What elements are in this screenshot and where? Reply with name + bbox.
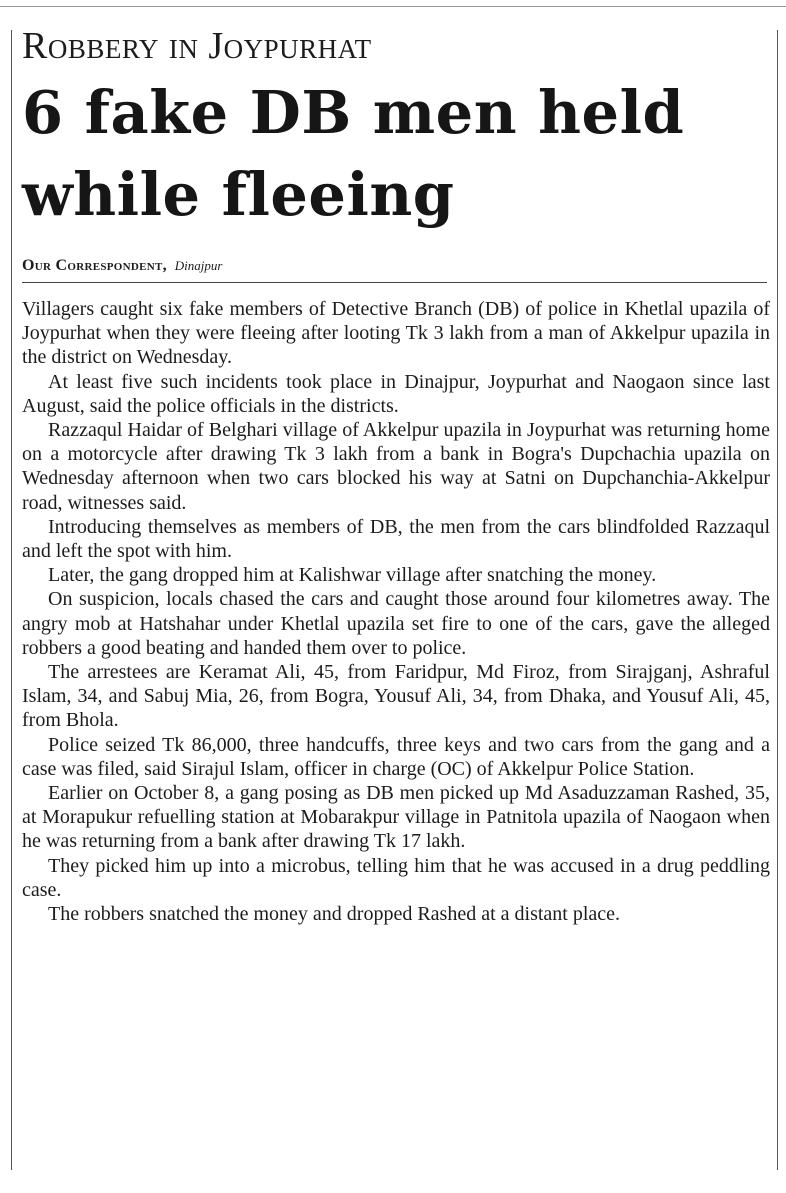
article-body [22,297,770,926]
byline-location: Dinajpur [174,258,223,273]
article-paragraph: Villagers caught six fake members of Detective Branch (DB) of police in Khetlal upazila of Joypurhat when they were fleeing after looting Tk 3 lakh from a man of Akkelpur upazila in the district on Wednesday. [22,298,770,369]
article-paragraph: Introducing themselves as members of DB, the men from the cars blindfolded Razzaqul and left the spot with him. [22,515,770,563]
column-rule-right [777,30,778,1170]
article-paragraph: The arrestees are Keramat Ali, 45, from Faridpur, Md Firoz, from Sirajganj, Ashraful Islam, 34, and Sabuj Mia, 26, from Bogra, Yousuf Ali, 34, from Dhaka, and Yousuf Ali, 45, from Bhola. [22,661,770,732]
page-top-border [0,6,786,7]
article-paragraph: On suspicion, locals chased the cars and caught those around four kilometres away. The angry mob at Hatshahar under Khetlal upazila set fire to one of the cars, gave the alleged robbers a good beating and handed them over to police. [22,588,770,659]
article-kicker: Robbery in Joypurhat [22,25,372,67]
article-byline [22,256,770,276]
article-paragraph: Police seized Tk 86,000, three handcuffs, three keys and two cars from the gang and a case was filed, said Sirajul Islam, officer in charge (OC) of Akkelpur Police Station. [22,733,770,780]
byline-author: Our Correspondent, [22,257,167,274]
article-paragraph: Earlier on October 8, a gang posing as DB men picked up Md Asaduzzaman Rashed, 35, at Morapukur refuelling station at Mobarakpur village in Patnitola upazila of Naogaon when he was returning from a bank after drawing Tk 17 lakh. [22,782,770,853]
article-headline: 6 fake DB men held while fleeing [22,78,685,229]
byline-divider [22,282,767,283]
article-paragraph: They picked him up into a microbus, telling him that he was accused in a drug peddling case. [22,854,770,901]
article-paragraph: Later, the gang dropped him at Kalishwar village after snatching the money. [48,564,657,587]
article-paragraph: Razzaqul Haidar of Belghari village of Akkelpur upazila in Joypurhat was returning home on a motorcycle after drawing Tk 3 lakh from a bank in Bogra's Dupchachia upazila on Wednesday afternoon when two cars blocked his way at Satni on Dupchanchia-Akkelpur road, witnesses said. [22,419,770,514]
article-paragraph: At least five such incidents took place in Dinajpur, Joypurhat and Naogaon since last August, said the police officials in the districts. [22,370,770,417]
column-rule-left [11,30,12,1170]
news-article [22,22,770,926]
article-paragraph: The robbers snatched the money and dropped Rashed at a distant place. [48,903,621,926]
